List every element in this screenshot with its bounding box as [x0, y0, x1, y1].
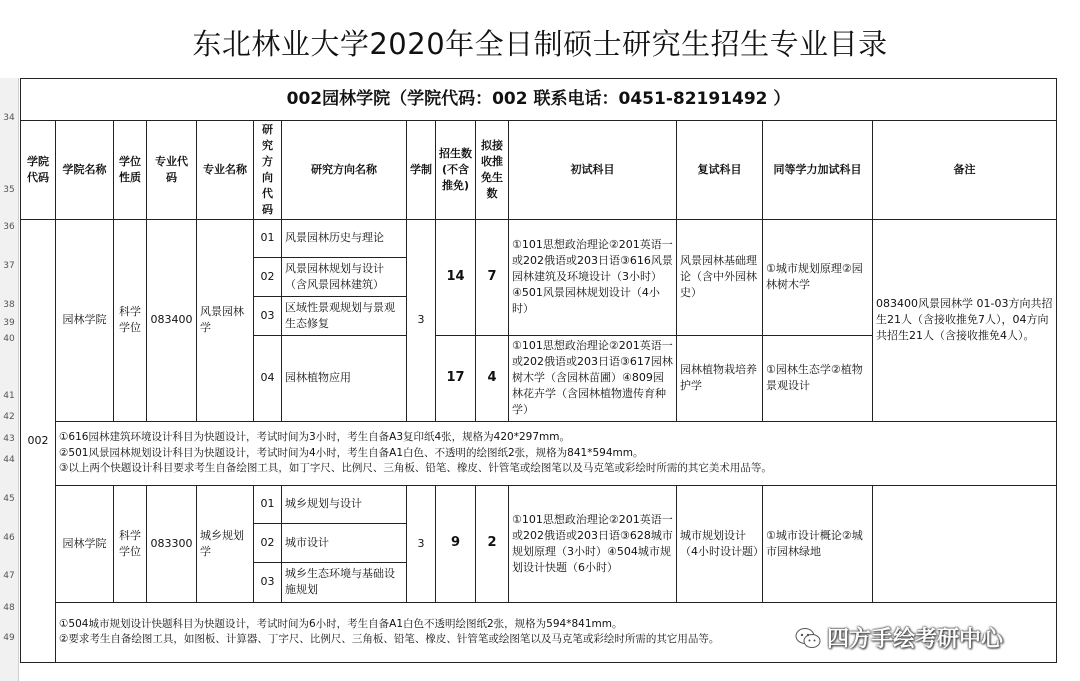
row-number: 46 — [3, 533, 15, 543]
remark-cell — [873, 485, 1057, 602]
direction-code-cell: 02 — [254, 523, 282, 562]
note-line: ①616园林建筑环境设计科目为快题设计，考试时间为3小时，考生自备A3复印纸4张，规格为420*297mm。 — [59, 431, 570, 444]
direction-name-cell: 城乡规划与设计 — [282, 485, 407, 523]
row-number: 44 — [3, 455, 15, 465]
row-number: 37 — [3, 261, 15, 271]
extra-exam-cell: ①城市设计概论②城市园林绿地 — [763, 485, 873, 602]
row-number: 34 — [3, 113, 15, 123]
first-exam-cell: ①101思想政治理论②201英语一或202俄语或203日语③628城市规划原理（3小时）④504城市规划设计快题（6小时） — [509, 485, 677, 602]
col-first-exam: 初试科目 — [509, 121, 677, 220]
table-row — [21, 485, 1057, 523]
major-code-cell: 083300 — [147, 485, 197, 602]
direction-name-cell: 城市设计 — [282, 523, 407, 562]
enroll-cell: 9 — [436, 485, 476, 602]
exempt-cell: 4 — [476, 335, 509, 421]
exempt-cell: 7 — [476, 219, 509, 335]
note-line: ①504城市规划设计快题科目为快题设计，考试时间为6小时，考生自备A1白色不透明绘图纸2张，规格为594*841mm。 — [59, 617, 623, 630]
major-name-cell: 风景园林学 — [197, 219, 254, 421]
degree-type-cell: 科学学位 — [114, 219, 147, 421]
note-line: ③以上两个快题设计科目要求考生自备绘图工具，如丁字尺、比例尺、三角板、铅笔、橡皮、针管笔或绘图笔以及马克笔或彩绘时所需的其它美术用品等。 — [59, 461, 772, 474]
row-number: 47 — [3, 571, 15, 581]
direction-code-cell: 01 — [254, 219, 282, 257]
col-college-name: 学院名称 — [56, 121, 114, 220]
college-name-cell: 园林学院 — [56, 219, 114, 421]
college-name-cell: 园林学院 — [56, 485, 114, 602]
row-number: 43 — [3, 434, 15, 444]
row-number: 48 — [3, 603, 15, 613]
college-header: 002园林学院（学院代码：002 联系电话：0451-82191492 ） — [21, 79, 1057, 121]
watermark-text: 四方手绘考研中心 — [827, 627, 1004, 652]
col-direction-name: 研究方向名称 — [282, 121, 407, 220]
direction-code-cell: 01 — [254, 485, 282, 523]
major-code-cell: 083400 — [147, 219, 197, 421]
col-major-code: 专业代码 — [147, 121, 197, 220]
years-cell: 3 — [407, 219, 436, 421]
row-number: 42 — [3, 412, 15, 422]
extra-exam-cell: ①城市规划原理②园林树木学 — [763, 219, 873, 335]
watermark — [795, 622, 1003, 653]
direction-name-cell: 区域性景观规划与景观生态修复 — [282, 296, 407, 335]
col-major-name: 专业名称 — [197, 121, 254, 220]
direction-name-cell: 城乡生态环境与基础设施规划 — [282, 562, 407, 602]
extra-exam-cell: ①园林生态学②植物景观设计 — [763, 335, 873, 421]
first-exam-cell: ①101思想政治理论②201英语一或202俄语或203日语③616风景园林建筑及环境设计（3小时）④501风景园林规划设计（4小时） — [509, 219, 677, 335]
col-exempt: 拟接收推免生数 — [476, 121, 509, 220]
note-line: ②要求考生自备绘图工具，如图板、计算器、丁字尺、比例尺、三角板、铅笔、橡皮、针管笔或绘图笔以及马克笔或彩绘时所需的其它用品等。 — [59, 633, 720, 646]
col-degree-type: 学位性质 — [114, 121, 147, 220]
note-line: ②501风景园林规划设计科目为快题设计，考试时间为4小时，考生自备A1白色、不透明的绘图纸2张，规格为841*594mm。 — [59, 446, 644, 459]
direction-name-cell: 风景园林历史与理论 — [282, 219, 407, 257]
direction-name-cell: 风景园林规划与设计（含风景园林建筑） — [282, 257, 407, 296]
col-extra-exam: 同等学力加试科目 — [763, 121, 873, 220]
row-number-gutter — [0, 78, 19, 681]
row-number: 38 — [3, 300, 15, 310]
direction-code-cell: 02 — [254, 257, 282, 296]
col-college-code: 学院代码 — [21, 121, 56, 220]
col-direction-code: 研究方向代码 — [254, 121, 282, 220]
col-enroll: 招生数(不含推免) — [436, 121, 476, 220]
row-number: 40 — [3, 334, 15, 344]
years-cell: 3 — [407, 485, 436, 602]
catalog-table — [20, 78, 1057, 663]
direction-code-cell: 03 — [254, 296, 282, 335]
row-number: 35 — [3, 185, 15, 195]
remark-cell: 083400风景园林学 01-03方向共招生21人（含接收推免7人），04方向共招生21人（含接收推免4人）。 — [873, 219, 1057, 421]
direction-code-cell: 04 — [254, 335, 282, 421]
retest-cell: 风景园林基础理论（含中外园林史） — [677, 219, 763, 335]
col-retest: 复试科目 — [677, 121, 763, 220]
enroll-cell: 14 — [436, 219, 476, 335]
page-title: 东北林业大学2020年全日制硕士研究生招生专业目录 — [192, 27, 888, 61]
row-number: 49 — [3, 633, 15, 643]
row-number: 41 — [3, 391, 15, 401]
wechat-icon — [795, 627, 821, 649]
retest-cell: 园林植物栽培养护学 — [677, 335, 763, 421]
college-code-cell: 002 — [21, 219, 56, 662]
direction-name-cell: 园林植物应用 — [282, 335, 407, 421]
col-years: 学制 — [407, 121, 436, 220]
row-number: 36 — [3, 222, 15, 232]
notes-cell — [56, 421, 1057, 485]
major-name-cell: 城乡规划学 — [197, 485, 254, 602]
exempt-cell: 2 — [476, 485, 509, 602]
row-number: 45 — [3, 494, 15, 504]
col-remark: 备注 — [873, 121, 1057, 220]
enroll-cell: 17 — [436, 335, 476, 421]
row-number: 39 — [3, 318, 15, 328]
notes-row — [21, 421, 1057, 485]
degree-type-cell: 科学学位 — [114, 485, 147, 602]
first-exam-cell: ①101思想政治理论②201英语一或202俄语或203日语③617园林树木学（含园林苗圃）④809园林花卉学（含园林植物遗传育种学） — [509, 335, 677, 421]
direction-code-cell: 03 — [254, 562, 282, 602]
retest-cell: 城市规划设计（4小时设计题） — [677, 485, 763, 602]
table-row — [21, 219, 1057, 257]
